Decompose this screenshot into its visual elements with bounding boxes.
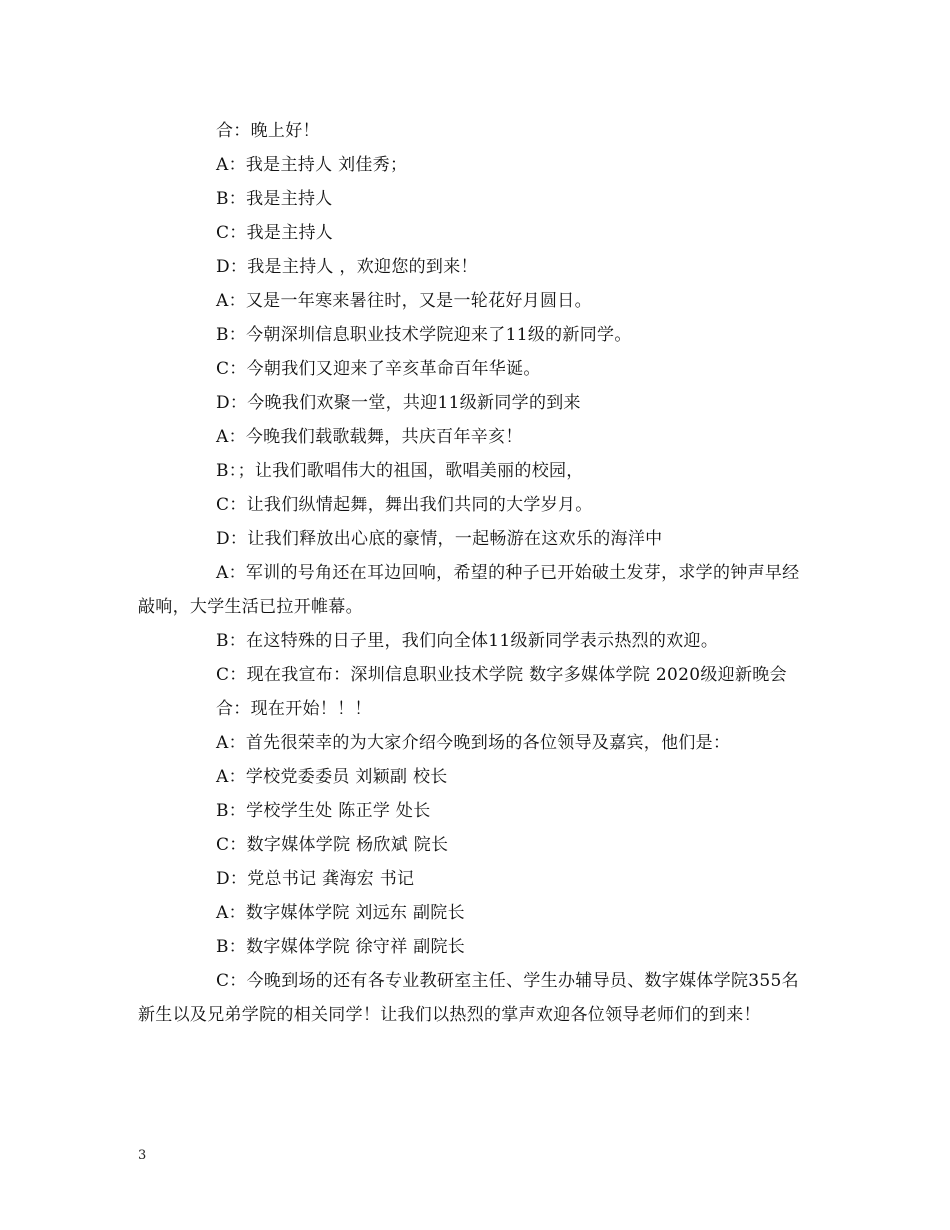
page-number: 3: [138, 1148, 147, 1163]
paragraph-7: B：今朝深圳信息职业技术学院迎来了11级的新同学。: [216, 325, 632, 345]
paragraph-11: B：；让我们歌唱伟大的祖国，歌唱美丽的校园，: [216, 461, 584, 481]
paragraph-15: B：在这特殊的日子里，我们向全体11级新同学表示热烈的欢迎。: [216, 631, 719, 651]
paragraph-5: D：我是主持人 ，欢迎您的到来！: [216, 257, 478, 277]
paragraph-10: A：今晚我们载歌载舞，共庆百年辛亥！: [216, 427, 523, 447]
paragraph-8: C：今朝我们又迎来了辛亥革命百年华诞。: [216, 359, 541, 379]
paragraph-18: A：首先很荣幸的为大家介绍今晚到场的各位领导及嘉宾，他们是：: [216, 733, 731, 753]
document-body: [138, 114, 814, 1032]
paragraph-2: A：我是主持人 刘佳秀；: [216, 155, 408, 175]
paragraph-9: D：今晚我们欢聚一堂，共迎11级新同学的到来: [216, 393, 581, 413]
paragraph-6: A：又是一年寒来暑往时，又是一轮花好月圆日。: [216, 291, 592, 311]
paragraph-1: 合：晚上好！: [216, 121, 320, 141]
paragraph-23: A：数字媒体学院 刘远东 副院长: [216, 903, 465, 923]
paragraph-17: 合：现在开始！！！: [216, 699, 372, 719]
paragraph-20: B：学校学生处 陈正学 处长: [216, 801, 431, 821]
paragraph-12: C：让我们纵情起舞，舞出我们共同的大学岁月。: [216, 495, 593, 515]
paragraph-19: A：学校党委委员 刘颖副 校长: [216, 767, 448, 787]
paragraph-13: D：让我们释放出心底的豪情，一起畅游在这欢乐的海洋中: [216, 529, 663, 549]
paragraph-25: C：今晚到场的还有各专业教研室主任、学生办辅导员、数字媒体学院355名新生以及兄弟学院的相关同学！让我们以热烈的掌声欢迎各位领导老师们的到来！: [138, 971, 799, 1025]
paragraph-3: B：我是主持人: [216, 189, 333, 209]
paragraph-16: C：现在我宣布：深圳信息职业技术学院 数字多媒体学院 2020级迎新晚会: [216, 665, 787, 685]
paragraph-22: D：党总书记 龚海宏 书记: [216, 869, 415, 889]
paragraph-4: C：我是主持人: [216, 223, 334, 243]
paragraph-21: C：数字媒体学院 杨欣斌 院长: [216, 835, 449, 855]
paragraph-24: B：数字媒体学院 徐守祥 副院长: [216, 937, 466, 957]
paragraph-14: A：军训的号角还在耳边回响，希望的种子已开始破土发芽，求学的钟声早经敲响，大学生活已拉开帷幕。: [138, 563, 800, 617]
